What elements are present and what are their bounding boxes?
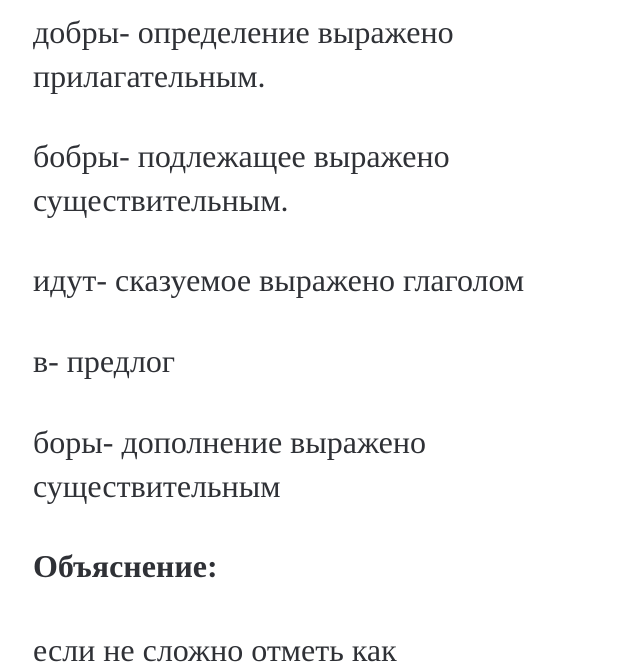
paragraph-line: существительным. xyxy=(33,182,289,218)
paragraph-line: добры- определение выражено xyxy=(33,14,454,50)
paragraph-line: бобры- подлежащее выражено xyxy=(33,138,450,174)
paragraph-dobry xyxy=(33,10,633,98)
paragraph-bobry xyxy=(33,134,633,222)
explanation-heading: Объяснение: xyxy=(33,548,218,584)
paragraph-v xyxy=(33,339,633,383)
paragraph-line: боры- дополнение выражено xyxy=(33,424,426,460)
paragraph-idut xyxy=(33,258,633,302)
paragraph-bory xyxy=(33,420,633,508)
paragraph-line: существительным xyxy=(33,468,281,504)
answer-document xyxy=(33,10,633,672)
paragraph-line: идут- сказуемое выражено глаголом xyxy=(33,262,525,298)
partial-text-line: если не сложно отметь как xyxy=(33,632,397,668)
paragraph-line: в- предлог xyxy=(33,343,176,379)
paragraph-line: прилагательным. xyxy=(33,58,266,94)
